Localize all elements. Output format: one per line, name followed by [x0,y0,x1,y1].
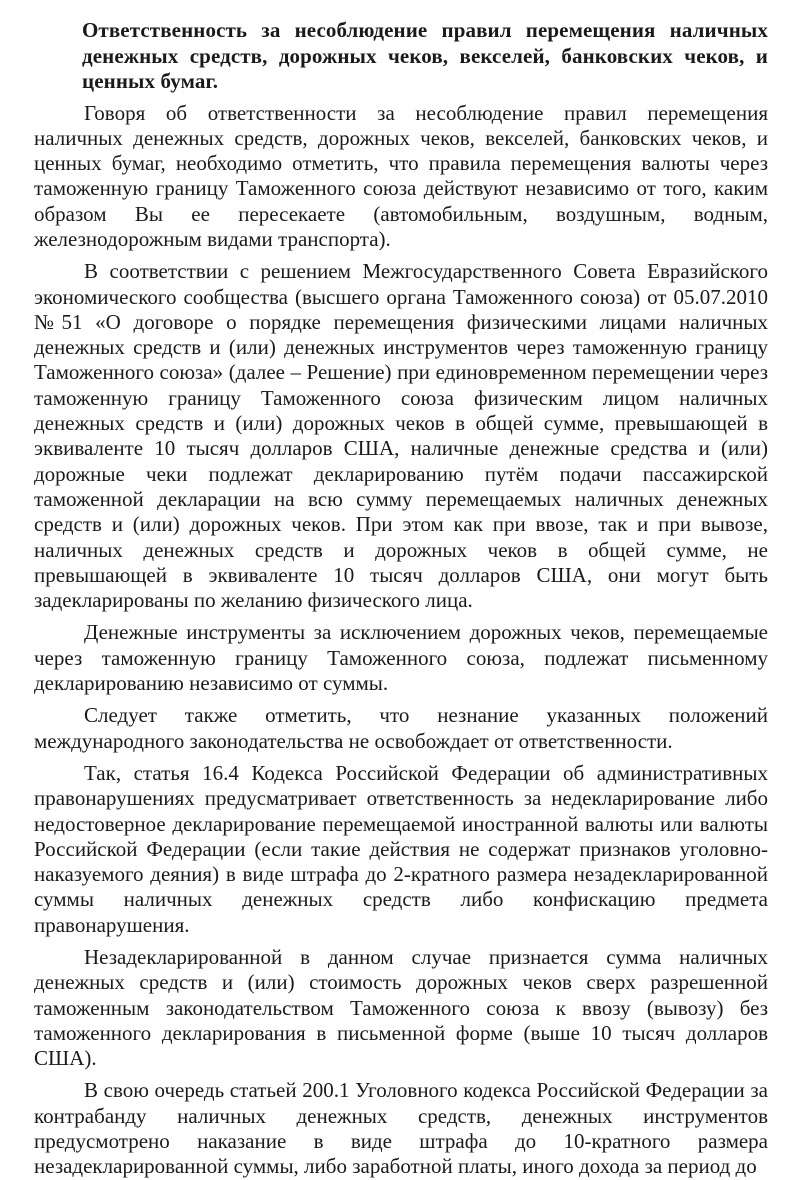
document-page [34,18,768,1180]
paragraph-monetary-instruments: Денежные инструменты за исключением дорожных чеков, перемещаемые через таможенную границу Таможенного союза, подлежат письменному декларированию независимо от суммы. [34,620,768,696]
document-title: Ответственность за несоблюдение правил перемещения наличных денежных средств, дорожных чеков, векселей, банковских чеков, и ценных бумаг. [82,18,768,93]
paragraph-intro: Говоря об ответственности за несоблюдение правил перемещения наличных денежных средств, дорожных чеков, векселей, банковских чеков, и ценных бумаг, необходимо отметить, что правила перемещения валюты через таможенную границу Таможенного союза действуют независимо от того, каким образом Вы ее пересекаете (автомобильным, воздушным, водным, железнодорожным видами транспорта). [34,100,768,251]
paragraph-criminal-code: В свою очередь статьей 200.1 Уголовного кодекса Российской Федерации за контрабанду наличных денежных средств, денежных инструментов предусмотрено наказание в виде штрафа до 10-кратного размера незадекларированной суммы, либо заработной платы, иного дохода за период до [34,1078,768,1179]
paragraph-decision: В соответствии с решением Межгосударственного Совета Евразийского экономического сообщества (высшего органа Таможенного союза) от 05.07.2010 №51 «О договоре о порядке перемещения физическими лицами наличных денежных средств и (или) денежных инструментов через таможенную границу Таможенного союза» (далее – Решение) при единовременном перемещении через таможенную границу Таможенного союза физическим лицом наличных денежных средств и (или) дорожных чеков в общей сумме, превышающей в эквиваленте 10 тысяч долларов США, наличные денежные средства и (или) дорожные чеки подлежат декларированию путём подачи пассажирской таможенной декларации на всю сумму перемещаемых наличных денежных средств и (или) дорожных чеков. При этом как при ввозе, так и при вывозе, наличных денежных средств и дорожных чеков в общей сумме, не превышающей в эквиваленте 10 тысяч долларов США, они могут быть задекларированы по желанию физического лица. [34,259,768,613]
paragraph-undeclared-definition: Незадекларированной в данном случае признается сумма наличных денежных средств и (или) стоимость дорожных чеков сверх разрешенной таможенным законодательством Таможенного союза к ввозу (вывозу) без таможенного декларирования в письменной форме (выше 10 тысяч долларов США). [34,945,768,1071]
paragraph-administrative-code: Так, статья 16.4 Кодекса Российской Федерации об административных правонарушениях предусматривает ответственность за недекларирование либо недостоверное декларирование перемещаемой иностранной валюты или валюты Российской Федерации (если такие действия не содержат признаков уголовно-наказуемого деяния) в виде штрафа до 2-кратного размера незадекларированной суммы наличных денежных средств либо конфискацию предмета правонарушения. [34,760,768,937]
paragraph-ignorance: Следует также отметить, что незнание указанных положений международного законодательства не освобождает от ответственности. [34,703,768,753]
